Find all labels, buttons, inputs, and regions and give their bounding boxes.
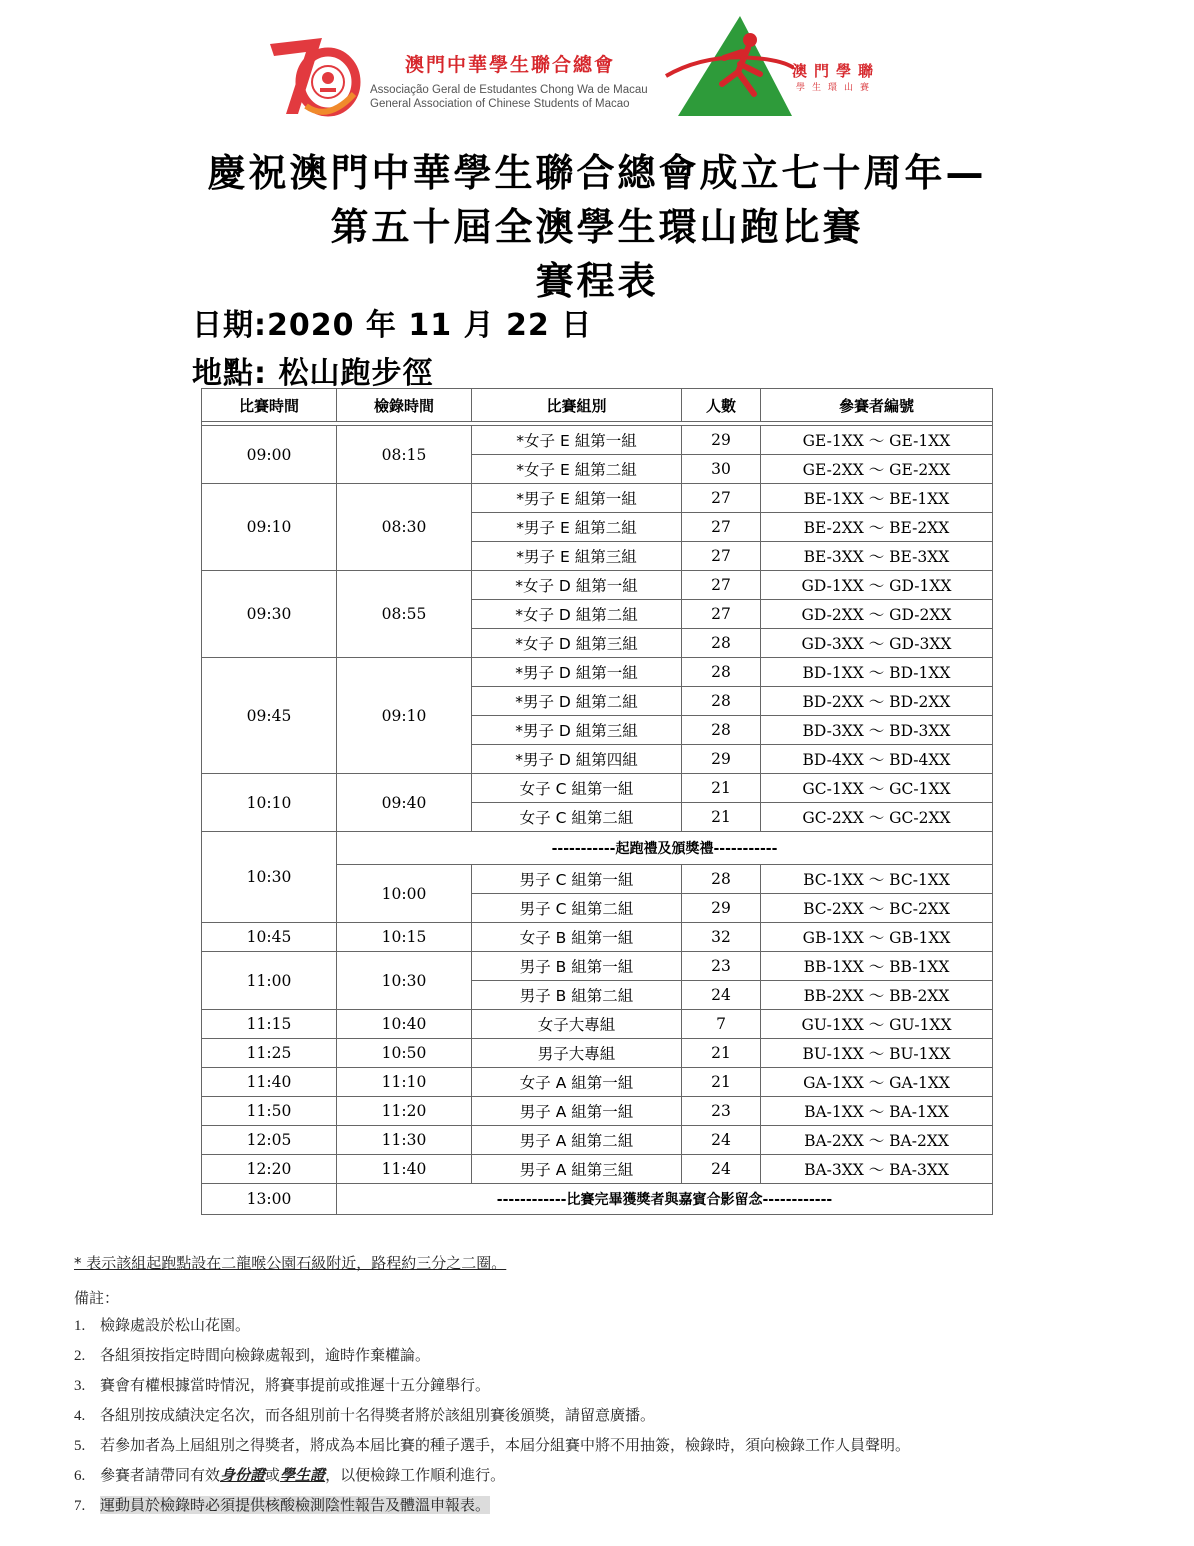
group-cell: *女子 D 組第三組 <box>472 629 682 658</box>
note-item <box>74 1314 910 1344</box>
count-cell: 24 <box>682 1155 761 1184</box>
table-row <box>202 1184 993 1215</box>
group-cell: *女子 D 組第二組 <box>472 600 682 629</box>
count-cell: 28 <box>682 865 761 894</box>
bib-cell: GA-1XX ～ GA-1XX <box>761 1068 993 1097</box>
bib-cell: BC-1XX ～ BC-1XX <box>761 865 993 894</box>
event-date: 日期:2020 年 11 月 22 日 <box>192 308 593 343</box>
group-cell: 男子 C 組第二組 <box>472 894 682 923</box>
count-cell: 21 <box>682 1068 761 1097</box>
count-cell: 27 <box>682 542 761 571</box>
race-time-cell: 11:15 <box>202 1010 337 1039</box>
event-venue: 地點: 松山跑步徑 <box>192 356 434 391</box>
note-text: 若參加者為上屆組別之得獎者，將成為本屆比賽的種子選手，本屆分組賽中將不用抽簽，檢錄時，須向檢錄工作人員聲明。 <box>100 1436 911 1454</box>
table-row <box>202 658 993 687</box>
header-race-time: 比賽時間 <box>202 389 337 422</box>
title-line-3: 賽程表 <box>535 259 659 303</box>
count-cell: 23 <box>682 952 761 981</box>
group-cell: *男子 D 組第一組 <box>472 658 682 687</box>
note-text: 各組別按成績決定名次，而各組別前十名得獎者將於該組別賽後頒獎，請留意廣播。 <box>100 1406 656 1424</box>
table-row <box>202 484 993 513</box>
event-logo-name: 澳門學聯 <box>792 62 881 80</box>
race-time-cell: 09:45 <box>202 658 337 774</box>
group-cell: 女子大專組 <box>472 1010 682 1039</box>
checkin-time-cell: 11:10 <box>337 1068 472 1097</box>
race-time-cell: 13:00 <box>202 1184 337 1215</box>
group-cell: 男子 A 組第二組 <box>472 1126 682 1155</box>
org-name-en: General Association of Chinese Students of Macao <box>370 98 630 110</box>
table-row <box>202 832 993 865</box>
bib-cell: BB-1XX ～ BB-1XX <box>761 952 993 981</box>
group-cell: *男子 D 組第三組 <box>472 716 682 745</box>
table-row <box>202 1097 993 1126</box>
checkin-time-cell: 09:10 <box>337 658 472 774</box>
count-cell: 24 <box>682 981 761 1010</box>
bib-cell: BD-2XX ～ BD-2XX <box>761 687 993 716</box>
table-row <box>202 571 993 600</box>
note-item <box>74 1404 910 1434</box>
group-cell: 男子 C 組第一組 <box>472 865 682 894</box>
checkin-time-cell: 08:55 <box>337 571 472 658</box>
count-cell: 21 <box>682 803 761 832</box>
closing-row: ------------比賽完畢獲獎者與嘉賓合影留念------------ <box>337 1184 993 1215</box>
notes-list <box>74 1314 910 1524</box>
table-header-row <box>202 389 993 422</box>
count-cell: 21 <box>682 1039 761 1068</box>
checkin-time-cell: 10:30 <box>337 952 472 1010</box>
checkin-time-cell: 11:40 <box>337 1155 472 1184</box>
org-name-pt: Associação Geral de Estudantes Chong Wa de Macau <box>370 84 648 96</box>
race-time-cell: 12:05 <box>202 1126 337 1155</box>
race-time-cell: 11:00 <box>202 952 337 1010</box>
bib-cell: GE-2XX ～ GE-2XX <box>761 455 993 484</box>
group-cell: 女子 A 組第一組 <box>472 1068 682 1097</box>
student-card-emphasis: 學生證 <box>280 1466 326 1484</box>
bib-cell: BA-3XX ～ BA-3XX <box>761 1155 993 1184</box>
bib-cell: BE-1XX ～ BE-1XX <box>761 484 993 513</box>
group-cell: *男子 E 組第三組 <box>472 542 682 571</box>
group-cell: *女子 E 組第一組 <box>472 426 682 455</box>
checkin-time-cell: 09:40 <box>337 774 472 832</box>
group-cell: 男子大專組 <box>472 1039 682 1068</box>
count-cell: 7 <box>682 1010 761 1039</box>
count-cell: 27 <box>682 600 761 629</box>
bib-cell: GE-1XX ～ GE-1XX <box>761 426 993 455</box>
count-cell: 30 <box>682 455 761 484</box>
bib-cell: BA-1XX ～ BA-1XX <box>761 1097 993 1126</box>
race-time-cell: 10:30 <box>202 832 337 923</box>
note-text-e: ，以便檢錄工作順利進行。 <box>325 1466 506 1484</box>
bib-cell: BD-1XX ～ BD-1XX <box>761 658 993 687</box>
race-time-cell: 10:10 <box>202 774 337 832</box>
race-time-cell: 10:45 <box>202 923 337 952</box>
group-cell: 女子 B 組第一組 <box>472 923 682 952</box>
header-group: 比賽組別 <box>472 389 682 422</box>
checkin-time-cell: 11:20 <box>337 1097 472 1126</box>
note-text: 檢錄處設於松山花園。 <box>100 1316 251 1334</box>
bib-cell: BA-2XX ～ BA-2XX <box>761 1126 993 1155</box>
checkin-time-cell: 11:30 <box>337 1126 472 1155</box>
note-number: 7. <box>74 1498 86 1514</box>
header-bib: 參賽者編號 <box>761 389 993 422</box>
count-cell: 28 <box>682 687 761 716</box>
count-cell: 29 <box>682 745 761 774</box>
table-row <box>202 1010 993 1039</box>
note-number: 4. <box>74 1408 86 1424</box>
ceremony-row: -----------起跑禮及頒獎禮----------- <box>337 832 993 865</box>
title-line-2: 第五十屆全澳學生環山跑比賽 <box>330 205 864 249</box>
bib-cell: BD-3XX ～ BD-3XX <box>761 716 993 745</box>
table-row <box>202 1039 993 1068</box>
race-time-cell: 12:20 <box>202 1155 337 1184</box>
count-cell: 32 <box>682 923 761 952</box>
count-cell: 27 <box>682 484 761 513</box>
bib-cell: BE-2XX ～ BE-2XX <box>761 513 993 542</box>
bib-cell: GD-3XX ～ GD-3XX <box>761 629 993 658</box>
race-time-cell: 09:00 <box>202 426 337 484</box>
table-row <box>202 1126 993 1155</box>
group-cell: 男子 B 組第一組 <box>472 952 682 981</box>
header-checkin-time: 檢錄時間 <box>337 389 472 422</box>
note-number: 1. <box>74 1318 86 1334</box>
race-time-cell: 11:40 <box>202 1068 337 1097</box>
asterisk-footnote: * 表示該組起跑點設在二龍喉公園石級附近，路程約三分之二圈。 <box>74 1254 507 1272</box>
group-cell: *男子 E 組第一組 <box>472 484 682 513</box>
header-count: 人數 <box>682 389 761 422</box>
runner-triangle-logo <box>664 14 794 118</box>
id-card-emphasis: 身份證 <box>220 1466 266 1484</box>
checkin-time-cell: 10:40 <box>337 1010 472 1039</box>
bib-cell: GD-1XX ～ GD-1XX <box>761 571 993 600</box>
bib-cell: GC-2XX ～ GC-2XX <box>761 803 993 832</box>
table-row <box>202 952 993 981</box>
note-text-highlighted: 運動員於檢錄時必須提供核酸檢測陰性報告及體溫申報表。 <box>100 1496 491 1514</box>
title-line-1: 慶祝澳門中華學生聯合總會成立七十周年— <box>207 151 987 195</box>
group-cell: 女子 C 組第一組 <box>472 774 682 803</box>
org-name-zh: 澳門中華學生聯合總會 <box>404 54 615 76</box>
table-row <box>202 774 993 803</box>
note-number: 5. <box>74 1438 86 1454</box>
race-time-cell: 11:25 <box>202 1039 337 1068</box>
anniversary-70-logo <box>262 24 362 124</box>
checkin-time-cell: 10:50 <box>337 1039 472 1068</box>
checkin-time-cell: 10:15 <box>337 923 472 952</box>
race-time-cell: 09:30 <box>202 571 337 658</box>
note-item <box>74 1464 910 1494</box>
note-item <box>74 1434 910 1464</box>
race-time-cell: 09:10 <box>202 484 337 571</box>
race-time-cell: 11:50 <box>202 1097 337 1126</box>
note-number: 3. <box>74 1378 86 1394</box>
count-cell: 29 <box>682 894 761 923</box>
count-cell: 21 <box>682 774 761 803</box>
note-item <box>74 1374 910 1404</box>
group-cell: *女子 D 組第一組 <box>472 571 682 600</box>
bib-cell: GC-1XX ～ GC-1XX <box>761 774 993 803</box>
group-cell: 女子 C 組第二組 <box>472 803 682 832</box>
note-text-a: 參賽者請帶同有效 <box>100 1466 221 1484</box>
count-cell: 28 <box>682 629 761 658</box>
table-row <box>202 426 993 455</box>
note-item <box>74 1494 910 1524</box>
checkin-time-cell: 08:15 <box>337 426 472 484</box>
event-logo-subtitle: 學生環山賽 <box>796 83 877 93</box>
count-cell: 28 <box>682 658 761 687</box>
group-cell: 男子 B 組第二組 <box>472 981 682 1010</box>
note-text-c: 或 <box>265 1466 281 1484</box>
group-cell: *男子 D 組第四組 <box>472 745 682 774</box>
table-row <box>202 1155 993 1184</box>
count-cell: 28 <box>682 716 761 745</box>
group-cell: *女子 E 組第二組 <box>472 455 682 484</box>
note-number: 6. <box>74 1468 86 1484</box>
count-cell: 27 <box>682 571 761 600</box>
group-cell: 男子 A 組第一組 <box>472 1097 682 1126</box>
count-cell: 24 <box>682 1126 761 1155</box>
org-name-block <box>370 50 660 111</box>
bib-cell: BC-2XX ～ BC-2XX <box>761 894 993 923</box>
count-cell: 27 <box>682 513 761 542</box>
bib-cell: BE-3XX ～ BE-3XX <box>761 542 993 571</box>
group-cell: *男子 E 組第二組 <box>472 513 682 542</box>
bib-cell: BB-2XX ～ BB-2XX <box>761 981 993 1010</box>
group-cell: 男子 A 組第三組 <box>472 1155 682 1184</box>
group-cell: *男子 D 組第二組 <box>472 687 682 716</box>
checkin-time-cell: 08:30 <box>337 484 472 571</box>
schedule-table <box>201 388 993 1215</box>
note-number: 2. <box>74 1348 86 1364</box>
bib-cell: GB-1XX ～ GB-1XX <box>761 923 993 952</box>
note-text: 各組須按指定時間向檢錄處報到，逾時作棄權論。 <box>100 1346 431 1364</box>
notes-title: 備註： <box>74 1289 120 1307</box>
table-row <box>202 1068 993 1097</box>
bib-cell: BD-4XX ～ BD-4XX <box>761 745 993 774</box>
count-cell: 23 <box>682 1097 761 1126</box>
count-cell: 29 <box>682 426 761 455</box>
note-text: 賽會有權根據當時情況，將賽事提前或推遲十五分鐘舉行。 <box>100 1376 491 1394</box>
table-row <box>202 923 993 952</box>
note-item <box>74 1344 910 1374</box>
bib-cell: GU-1XX ～ GU-1XX <box>761 1010 993 1039</box>
bib-cell: GD-2XX ～ GD-2XX <box>761 600 993 629</box>
checkin-time-cell: 10:00 <box>337 865 472 923</box>
bib-cell: BU-1XX ～ BU-1XX <box>761 1039 993 1068</box>
